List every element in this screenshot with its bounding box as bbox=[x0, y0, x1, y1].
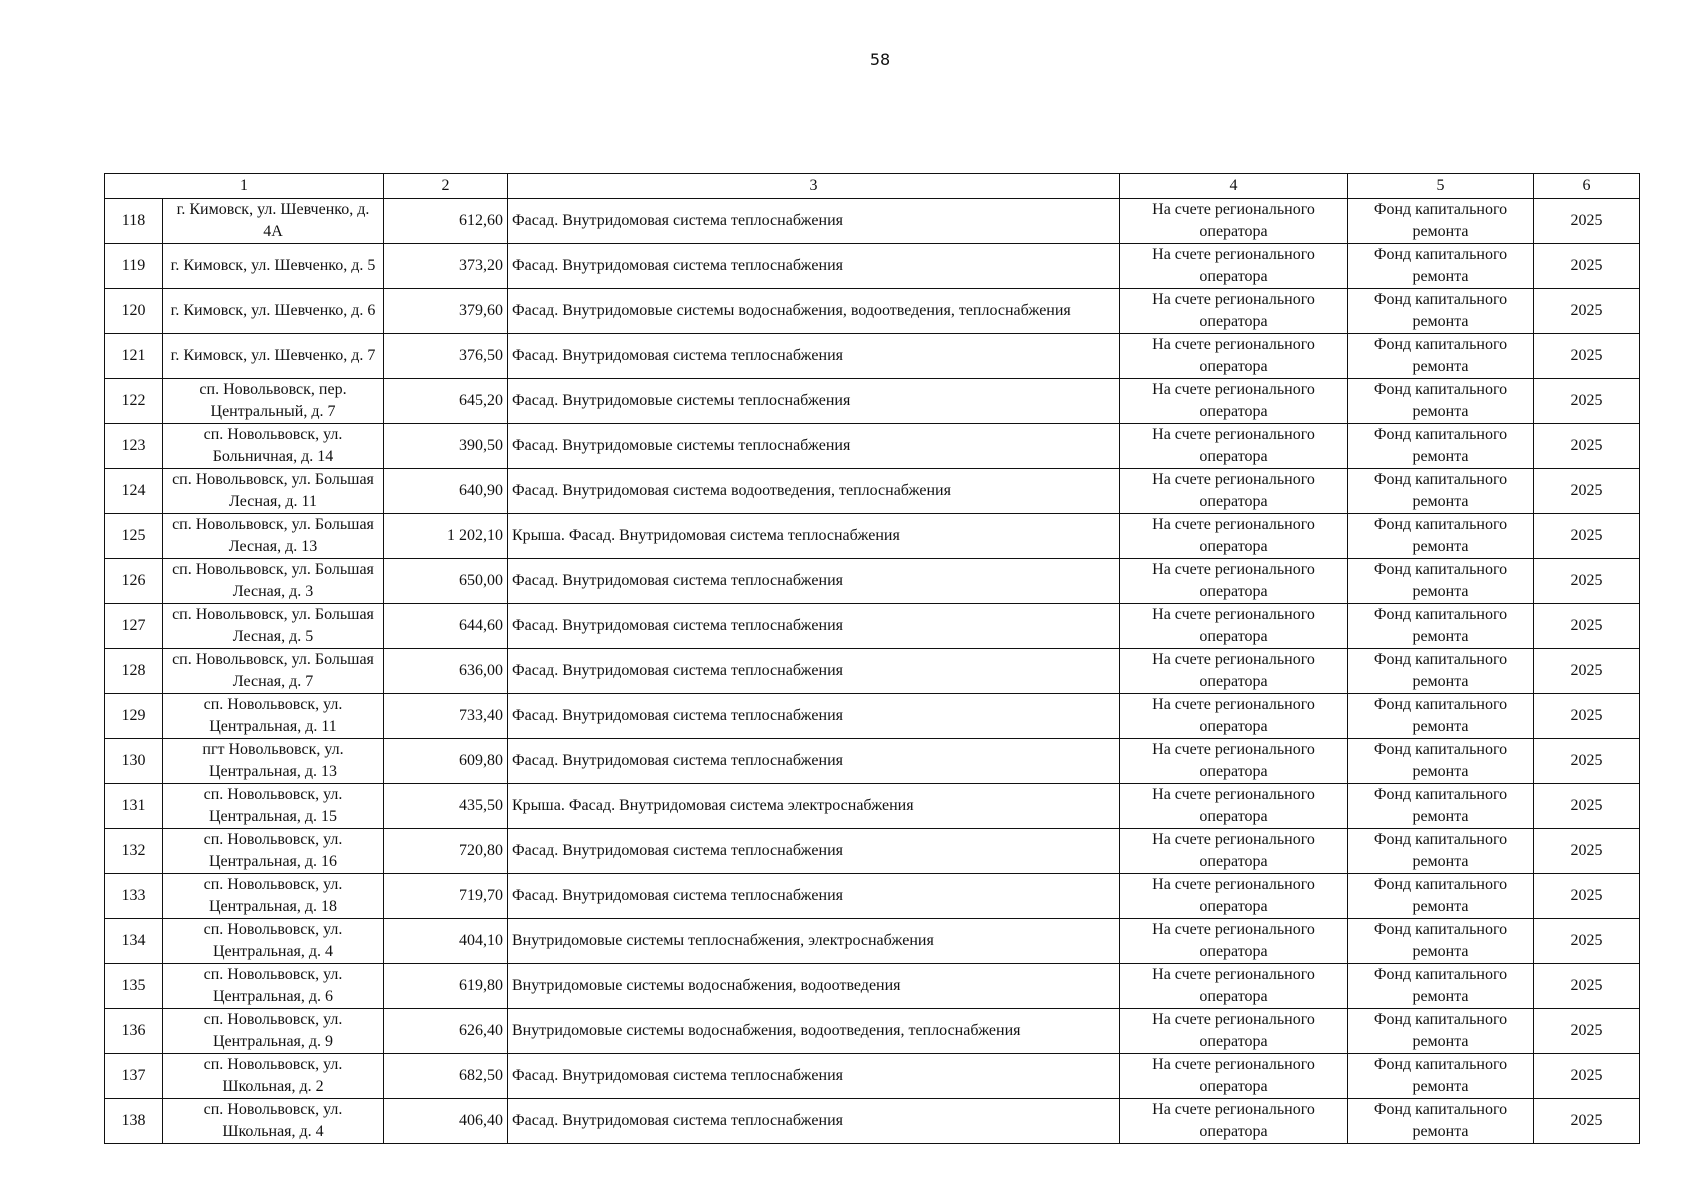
address-cell: г. Кимовск, ул. Шевченко, д. 4А bbox=[163, 199, 384, 244]
area-cell: 609,80 bbox=[384, 739, 508, 784]
fund-cell: Фонд капитального ремонта bbox=[1348, 1054, 1534, 1099]
fund-cell: Фонд капитального ремонта bbox=[1348, 739, 1534, 784]
works-cell: Крыша. Фасад. Внутридомовая система теплоснабжения bbox=[508, 514, 1120, 559]
area-cell: 1 202,10 bbox=[384, 514, 508, 559]
works-cell: Фасад. Внутридомовые системы теплоснабжения bbox=[508, 379, 1120, 424]
row-number: 138 bbox=[105, 1099, 163, 1144]
area-cell: 645,20 bbox=[384, 379, 508, 424]
row-number: 126 bbox=[105, 559, 163, 604]
row-number: 124 bbox=[105, 469, 163, 514]
column-header-1: 1 bbox=[105, 174, 384, 199]
account-cell: На счете регионального оператора bbox=[1120, 1009, 1348, 1054]
table-row bbox=[105, 289, 1640, 334]
area-cell: 612,60 bbox=[384, 199, 508, 244]
row-number: 129 bbox=[105, 694, 163, 739]
works-cell: Фасад. Внутридомовые системы водоснабжения, водоотведения, теплоснабжения bbox=[508, 289, 1120, 334]
table-row bbox=[105, 604, 1640, 649]
table-row bbox=[105, 244, 1640, 289]
account-cell: На счете регионального оператора bbox=[1120, 739, 1348, 784]
works-cell: Фасад. Внутридомовые системы теплоснабжения bbox=[508, 424, 1120, 469]
row-number: 133 bbox=[105, 874, 163, 919]
column-header-3: 3 bbox=[508, 174, 1120, 199]
address-cell: сп. Новольвовск, ул. Больничная, д. 14 bbox=[163, 424, 384, 469]
fund-cell: Фонд капитального ремонта bbox=[1348, 424, 1534, 469]
row-number: 119 bbox=[105, 244, 163, 289]
area-cell: 650,00 bbox=[384, 559, 508, 604]
table-row bbox=[105, 964, 1640, 1009]
year-cell: 2025 bbox=[1534, 289, 1640, 334]
area-cell: 379,60 bbox=[384, 289, 508, 334]
table-row bbox=[105, 1009, 1640, 1054]
table-row bbox=[105, 829, 1640, 874]
table-row bbox=[105, 874, 1640, 919]
table-row bbox=[105, 424, 1640, 469]
address-cell: сп. Новольвовск, ул. Центральная, д. 6 bbox=[163, 964, 384, 1009]
year-cell: 2025 bbox=[1534, 244, 1640, 289]
table-row bbox=[105, 559, 1640, 604]
fund-cell: Фонд капитального ремонта bbox=[1348, 694, 1534, 739]
fund-cell: Фонд капитального ремонта bbox=[1348, 1009, 1534, 1054]
row-number: 118 bbox=[105, 199, 163, 244]
fund-cell: Фонд капитального ремонта bbox=[1348, 289, 1534, 334]
works-cell: Внутридомовые системы водоснабжения, водоотведения bbox=[508, 964, 1120, 1009]
table-row bbox=[105, 469, 1640, 514]
address-cell: сп. Новольвовск, ул. Центральная, д. 15 bbox=[163, 784, 384, 829]
fund-cell: Фонд капитального ремонта bbox=[1348, 919, 1534, 964]
fund-cell: Фонд капитального ремонта bbox=[1348, 784, 1534, 829]
area-cell: 435,50 bbox=[384, 784, 508, 829]
address-cell: сп. Новольвовск, ул. Большая Лесная, д. 5 bbox=[163, 604, 384, 649]
area-cell: 720,80 bbox=[384, 829, 508, 874]
account-cell: На счете регионального оператора bbox=[1120, 424, 1348, 469]
account-cell: На счете регионального оператора bbox=[1120, 469, 1348, 514]
year-cell: 2025 bbox=[1534, 1099, 1640, 1144]
address-cell: сп. Новольвовск, ул. Школьная, д. 4 bbox=[163, 1099, 384, 1144]
row-number: 125 bbox=[105, 514, 163, 559]
fund-cell: Фонд капитального ремонта bbox=[1348, 514, 1534, 559]
table-row bbox=[105, 919, 1640, 964]
works-cell: Фасад. Внутридомовая система теплоснабжения bbox=[508, 334, 1120, 379]
area-cell: 719,70 bbox=[384, 874, 508, 919]
works-cell: Фасад. Внутридомовая система теплоснабжения bbox=[508, 1054, 1120, 1099]
account-cell: На счете регионального оператора bbox=[1120, 604, 1348, 649]
address-cell: сп. Новольвовск, ул. Центральная, д. 18 bbox=[163, 874, 384, 919]
year-cell: 2025 bbox=[1534, 379, 1640, 424]
table-body bbox=[105, 199, 1640, 1144]
area-cell: 404,10 bbox=[384, 919, 508, 964]
row-number: 131 bbox=[105, 784, 163, 829]
year-cell: 2025 bbox=[1534, 469, 1640, 514]
year-cell: 2025 bbox=[1534, 334, 1640, 379]
repair-program-table bbox=[104, 173, 1640, 1144]
table-row bbox=[105, 334, 1640, 379]
area-cell: 626,40 bbox=[384, 1009, 508, 1054]
address-cell: сп. Новольвовск, ул. Большая Лесная, д. 7 bbox=[163, 649, 384, 694]
works-cell: Фасад. Внутридомовая система теплоснабжения bbox=[508, 244, 1120, 289]
year-cell: 2025 bbox=[1534, 919, 1640, 964]
address-cell: сп. Новольвовск, ул. Большая Лесная, д. 3 bbox=[163, 559, 384, 604]
column-header-5: 5 bbox=[1348, 174, 1534, 199]
address-cell: сп. Новольвовск, пер. Центральный, д. 7 bbox=[163, 379, 384, 424]
row-number: 137 bbox=[105, 1054, 163, 1099]
fund-cell: Фонд капитального ремонта bbox=[1348, 334, 1534, 379]
works-cell: Фасад. Внутридомовая система теплоснабжения bbox=[508, 1099, 1120, 1144]
works-cell: Внутридомовые системы водоснабжения, водоотведения, теплоснабжения bbox=[508, 1009, 1120, 1054]
account-cell: На счете регионального оператора bbox=[1120, 244, 1348, 289]
account-cell: На счете регионального оператора bbox=[1120, 964, 1348, 1009]
fund-cell: Фонд капитального ремонта bbox=[1348, 649, 1534, 694]
area-cell: 640,90 bbox=[384, 469, 508, 514]
table-row bbox=[105, 739, 1640, 784]
works-cell: Крыша. Фасад. Внутридомовая система электроснабжения bbox=[508, 784, 1120, 829]
account-cell: На счете регионального оператора bbox=[1120, 874, 1348, 919]
account-cell: На счете регионального оператора bbox=[1120, 1099, 1348, 1144]
works-cell: Фасад. Внутридомовая система теплоснабжения bbox=[508, 829, 1120, 874]
account-cell: На счете регионального оператора bbox=[1120, 559, 1348, 604]
year-cell: 2025 bbox=[1534, 604, 1640, 649]
page-number: 58 bbox=[869, 50, 891, 69]
column-header-6: 6 bbox=[1534, 174, 1640, 199]
account-cell: На счете регионального оператора bbox=[1120, 919, 1348, 964]
row-number: 121 bbox=[105, 334, 163, 379]
fund-cell: Фонд капитального ремонта bbox=[1348, 874, 1534, 919]
area-cell: 733,40 bbox=[384, 694, 508, 739]
account-cell: На счете регионального оператора bbox=[1120, 199, 1348, 244]
address-cell: сп. Новольвовск, ул. Центральная, д. 9 bbox=[163, 1009, 384, 1054]
account-cell: На счете регионального оператора bbox=[1120, 694, 1348, 739]
year-cell: 2025 bbox=[1534, 1054, 1640, 1099]
column-header-4: 4 bbox=[1120, 174, 1348, 199]
table-row bbox=[105, 1099, 1640, 1144]
table-row bbox=[105, 379, 1640, 424]
row-number: 128 bbox=[105, 649, 163, 694]
address-cell: г. Кимовск, ул. Шевченко, д. 6 bbox=[163, 289, 384, 334]
fund-cell: Фонд капитального ремонта bbox=[1348, 379, 1534, 424]
area-cell: 406,40 bbox=[384, 1099, 508, 1144]
address-cell: сп. Новольвовск, ул. Центральная, д. 16 bbox=[163, 829, 384, 874]
row-number: 136 bbox=[105, 1009, 163, 1054]
works-cell: Фасад. Внутридомовая система теплоснабжения bbox=[508, 649, 1120, 694]
table-row bbox=[105, 1054, 1640, 1099]
fund-cell: Фонд капитального ремонта bbox=[1348, 829, 1534, 874]
address-cell: пгт Новольвовск, ул. Центральная, д. 13 bbox=[163, 739, 384, 784]
account-cell: На счете регионального оператора bbox=[1120, 649, 1348, 694]
fund-cell: Фонд капитального ремонта bbox=[1348, 604, 1534, 649]
area-cell: 390,50 bbox=[384, 424, 508, 469]
works-cell: Фасад. Внутридомовая система теплоснабжения bbox=[508, 739, 1120, 784]
account-cell: На счете регионального оператора bbox=[1120, 334, 1348, 379]
address-cell: г. Кимовск, ул. Шевченко, д. 5 bbox=[163, 244, 384, 289]
row-number: 132 bbox=[105, 829, 163, 874]
address-cell: г. Кимовск, ул. Шевченко, д. 7 bbox=[163, 334, 384, 379]
row-number: 130 bbox=[105, 739, 163, 784]
table-row bbox=[105, 649, 1640, 694]
year-cell: 2025 bbox=[1534, 694, 1640, 739]
area-cell: 373,20 bbox=[384, 244, 508, 289]
account-cell: На счете регионального оператора bbox=[1120, 379, 1348, 424]
row-number: 135 bbox=[105, 964, 163, 1009]
year-cell: 2025 bbox=[1534, 559, 1640, 604]
fund-cell: Фонд капитального ремонта bbox=[1348, 1099, 1534, 1144]
works-cell: Фасад. Внутридомовая система теплоснабжения bbox=[508, 199, 1120, 244]
account-cell: На счете регионального оператора bbox=[1120, 1054, 1348, 1099]
address-cell: сп. Новольвовск, ул. Большая Лесная, д. 13 bbox=[163, 514, 384, 559]
year-cell: 2025 bbox=[1534, 1009, 1640, 1054]
column-header-2: 2 bbox=[384, 174, 508, 199]
row-number: 122 bbox=[105, 379, 163, 424]
year-cell: 2025 bbox=[1534, 829, 1640, 874]
year-cell: 2025 bbox=[1534, 199, 1640, 244]
fund-cell: Фонд капитального ремонта bbox=[1348, 469, 1534, 514]
address-cell: сп. Новольвовск, ул. Центральная, д. 11 bbox=[163, 694, 384, 739]
table-row bbox=[105, 199, 1640, 244]
account-cell: На счете регионального оператора bbox=[1120, 514, 1348, 559]
works-cell: Фасад. Внутридомовая система теплоснабжения bbox=[508, 694, 1120, 739]
fund-cell: Фонд капитального ремонта bbox=[1348, 559, 1534, 604]
works-cell: Фасад. Внутридомовая система теплоснабжения bbox=[508, 874, 1120, 919]
area-cell: 636,00 bbox=[384, 649, 508, 694]
year-cell: 2025 bbox=[1534, 739, 1640, 784]
account-cell: На счете регионального оператора bbox=[1120, 829, 1348, 874]
address-cell: сп. Новольвовск, ул. Центральная, д. 4 bbox=[163, 919, 384, 964]
account-cell: На счете регионального оператора bbox=[1120, 289, 1348, 334]
fund-cell: Фонд капитального ремонта bbox=[1348, 244, 1534, 289]
address-cell: сп. Новольвовск, ул. Большая Лесная, д. 11 bbox=[163, 469, 384, 514]
table-row bbox=[105, 784, 1640, 829]
works-cell: Фасад. Внутридомовая система теплоснабжения bbox=[508, 604, 1120, 649]
header-row bbox=[105, 174, 1640, 199]
address-cell: сп. Новольвовск, ул. Школьная, д. 2 bbox=[163, 1054, 384, 1099]
area-cell: 682,50 bbox=[384, 1054, 508, 1099]
year-cell: 2025 bbox=[1534, 649, 1640, 694]
row-number: 134 bbox=[105, 919, 163, 964]
year-cell: 2025 bbox=[1534, 424, 1640, 469]
area-cell: 376,50 bbox=[384, 334, 508, 379]
year-cell: 2025 bbox=[1534, 964, 1640, 1009]
fund-cell: Фонд капитального ремонта bbox=[1348, 964, 1534, 1009]
works-cell: Фасад. Внутридомовая система теплоснабжения bbox=[508, 559, 1120, 604]
year-cell: 2025 bbox=[1534, 874, 1640, 919]
area-cell: 644,60 bbox=[384, 604, 508, 649]
row-number: 127 bbox=[105, 604, 163, 649]
area-cell: 619,80 bbox=[384, 964, 508, 1009]
fund-cell: Фонд капитального ремонта bbox=[1348, 199, 1534, 244]
table-header bbox=[105, 174, 1640, 199]
table-row bbox=[105, 514, 1640, 559]
row-number: 123 bbox=[105, 424, 163, 469]
works-cell: Внутридомовые системы теплоснабжения, электроснабжения bbox=[508, 919, 1120, 964]
table-row bbox=[105, 694, 1640, 739]
year-cell: 2025 bbox=[1534, 514, 1640, 559]
works-cell: Фасад. Внутридомовая система водоотведения, теплоснабжения bbox=[508, 469, 1120, 514]
row-number: 120 bbox=[105, 289, 163, 334]
account-cell: На счете регионального оператора bbox=[1120, 784, 1348, 829]
year-cell: 2025 bbox=[1534, 784, 1640, 829]
